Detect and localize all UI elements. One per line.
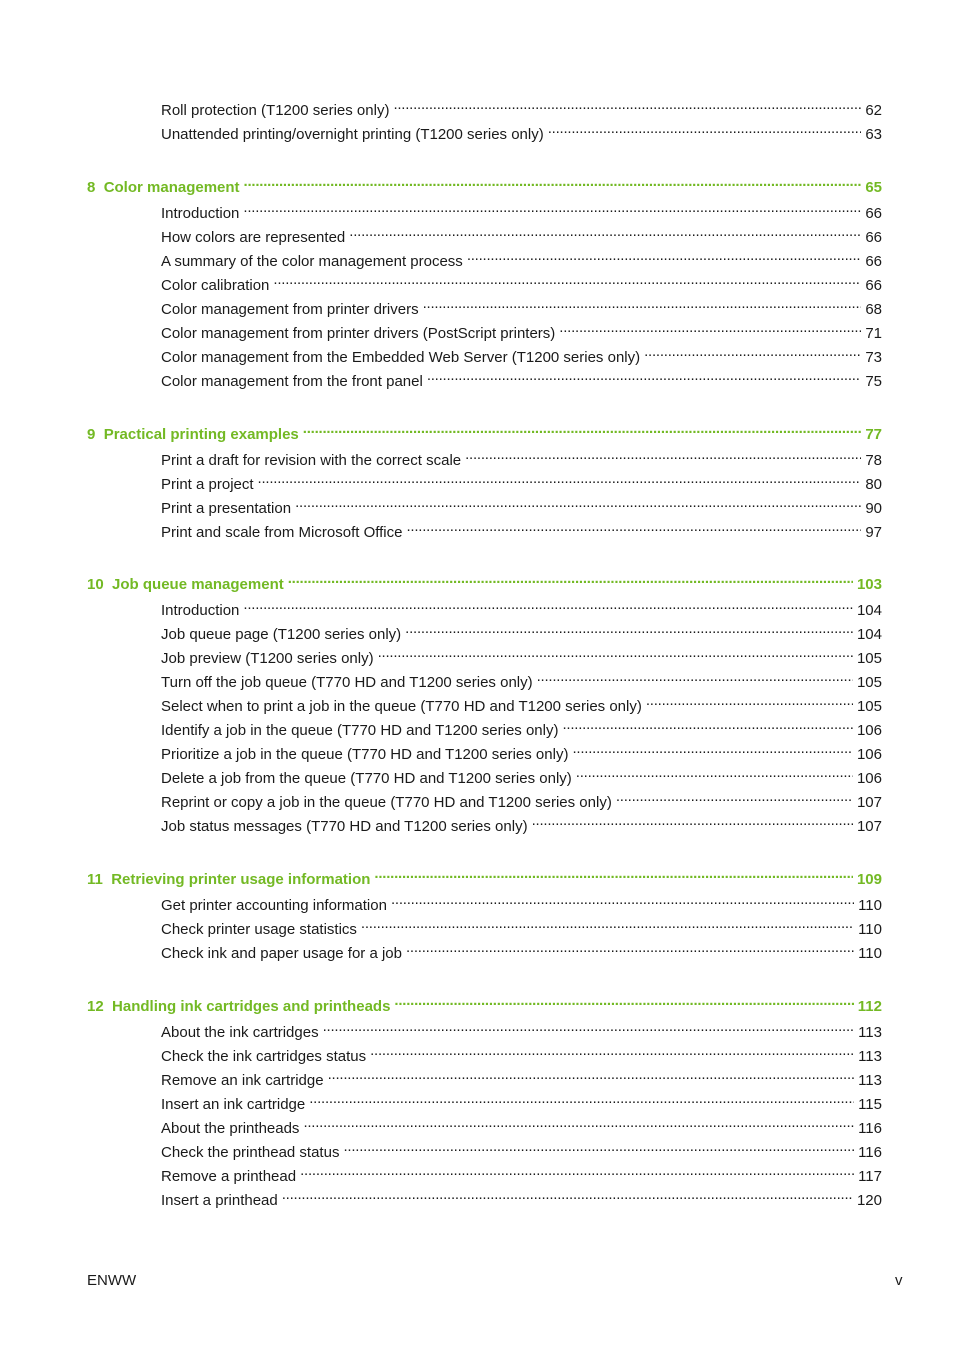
entry-title: Print a draft for revision with the correct scale [161, 452, 462, 469]
page-number: 65 [865, 179, 882, 196]
dot-leader [370, 1041, 854, 1061]
toc-entry[interactable] [161, 95, 882, 119]
toc-entry[interactable] [161, 890, 882, 914]
dot-leader [243, 595, 853, 615]
toc-entry[interactable] [161, 1113, 882, 1137]
page-number: 110 [858, 945, 882, 962]
toc-entry[interactable] [161, 691, 882, 715]
page-number: 63 [865, 126, 882, 143]
toc-entry[interactable] [161, 811, 882, 835]
chapter-title [87, 425, 299, 445]
toc-entry[interactable] [161, 366, 882, 390]
entry-title: Turn off the job queue (T770 HD and T1200 series only) [161, 674, 533, 691]
page-number: 71 [865, 325, 882, 342]
entry-title: About the printheads [161, 1120, 300, 1137]
dot-leader [576, 763, 853, 783]
dot-leader [258, 469, 862, 489]
page-number: 80 [865, 476, 882, 493]
dot-leader [532, 811, 853, 831]
dot-leader [273, 270, 861, 290]
dot-leader [644, 342, 861, 362]
entry-title: Color management from printer drivers [161, 301, 419, 318]
page-number: 113 [858, 1048, 882, 1065]
page-number: 104 [856, 626, 882, 643]
dot-leader [282, 1185, 853, 1205]
page-number: 75 [865, 373, 882, 390]
page-number: 90 [865, 500, 882, 517]
toc-entry[interactable] [161, 1185, 882, 1209]
dot-leader [537, 667, 853, 687]
page-number: 107 [856, 794, 882, 811]
entry-title: Print a project [161, 476, 254, 493]
entry-title: How colors are represented [161, 229, 346, 246]
toc-entry[interactable] [161, 445, 882, 469]
page-number: 103 [856, 576, 882, 593]
toc-entry[interactable] [161, 1041, 882, 1065]
entry-title: A summary of the color management process [161, 253, 463, 270]
page-number: 66 [865, 205, 882, 222]
page-number: 104 [856, 602, 882, 619]
dot-leader [361, 914, 854, 934]
dot-leader [295, 493, 861, 513]
page-number: 62 [865, 102, 882, 119]
entry-title: Color management from the Embedded Web Server (T1200 series only) [161, 349, 641, 366]
entry-title: Job status messages (T770 HD and T1200 series only) [161, 818, 528, 835]
entry-title: Identify a job in the queue (T770 HD and T1200 series only) [161, 722, 559, 739]
dot-leader [378, 643, 853, 663]
toc-chapter-entry[interactable] [87, 419, 882, 443]
dot-leader [616, 787, 853, 807]
chapter-name: Handling ink cartridges and printheads [112, 998, 391, 1015]
page-number: 105 [856, 674, 882, 691]
chapter-number: 8 [87, 179, 96, 196]
dot-leader [406, 517, 861, 537]
chapter-name: Practical printing examples [103, 426, 299, 443]
entry-title: Check ink and paper usage for a job [161, 945, 402, 962]
toc-entry[interactable] [161, 342, 882, 366]
entry-title: Insert an ink cartridge [161, 1096, 306, 1113]
entry-title: Check the printhead status [161, 1144, 340, 1161]
entry-title: Select when to print a job in the queue (T770 HD and T1200 series only) [161, 698, 642, 715]
entry-title: Check the ink cartridges status [161, 1048, 367, 1065]
entry-title: About the ink cartridges [161, 1024, 319, 1041]
entry-title: Introduction [161, 602, 240, 619]
toc-entry[interactable] [161, 1065, 882, 1089]
page-number: 66 [865, 253, 882, 270]
toc-entry[interactable] [161, 198, 882, 222]
page-number: 110 [858, 921, 882, 938]
toc-entry[interactable] [161, 715, 882, 739]
page-number: 66 [865, 277, 882, 294]
toc-chapter-entry[interactable] [87, 172, 882, 196]
entry-title: Color management from the front panel [161, 373, 423, 390]
dot-leader [467, 246, 862, 266]
entry-title: Prioritize a job in the queue (T770 HD and T1200 series only) [161, 746, 569, 763]
page-number: 107 [856, 818, 882, 835]
toc-entry[interactable] [161, 493, 882, 517]
toc-entry[interactable] [161, 787, 882, 811]
dot-leader [391, 890, 854, 910]
chapter-number: 9 [87, 426, 96, 443]
entry-title: Color calibration [161, 277, 270, 294]
toc-entry[interactable] [161, 1161, 882, 1185]
chapter-number: 12 [87, 998, 104, 1015]
page-number: 106 [856, 746, 882, 763]
dot-leader [374, 864, 853, 884]
toc-entry[interactable] [161, 938, 882, 962]
chapter-name: Retrieving printer usage information [111, 871, 371, 888]
dot-leader [406, 938, 854, 958]
entry-title: Roll protection (T1200 series only) [161, 102, 390, 119]
dot-leader [243, 198, 861, 218]
chapter-number: 11 [87, 871, 103, 888]
chapter-title [87, 997, 390, 1017]
entry-title: Remove a printhead [161, 1168, 297, 1185]
dot-leader [309, 1089, 854, 1109]
entry-title: Job queue page (T1200 series only) [161, 626, 402, 643]
dot-leader [244, 172, 862, 192]
page-number: 105 [856, 698, 882, 715]
toc-entry[interactable] [161, 1017, 882, 1041]
page-number: 110 [858, 897, 882, 914]
page-number: v [895, 1272, 903, 1289]
entry-title: Job preview (T1200 series only) [161, 650, 374, 667]
dot-leader [349, 222, 861, 242]
dot-leader [303, 419, 862, 439]
page-number: 115 [858, 1096, 882, 1113]
page-number: 97 [865, 524, 882, 541]
page-number: 73 [865, 349, 882, 366]
page-number: 68 [865, 301, 882, 318]
page-number: 106 [856, 722, 882, 739]
dot-leader [465, 445, 861, 465]
toc-chapter-entry[interactable] [87, 569, 882, 593]
dot-leader [394, 991, 853, 1011]
entry-title: Check printer usage statistics [161, 921, 357, 938]
page-number: 112 [857, 998, 882, 1015]
page-number: 106 [856, 770, 882, 787]
toc-entry[interactable] [161, 246, 882, 270]
page-number: 77 [865, 426, 882, 443]
entry-title: Unattended printing/overnight printing (T1200 series only) [161, 126, 544, 143]
chapter-name: Job queue management [112, 576, 284, 593]
entry-title: Insert a printhead [161, 1192, 278, 1209]
page-number: 116 [858, 1144, 882, 1161]
toc-entry[interactable] [161, 914, 882, 938]
toc-chapter-entry[interactable] [87, 991, 882, 1015]
toc-entry[interactable] [161, 222, 882, 246]
toc-entry[interactable] [161, 318, 882, 342]
dot-leader [300, 1161, 854, 1181]
dot-leader [646, 691, 853, 711]
toc-entry[interactable] [161, 643, 882, 667]
toc-entry[interactable] [161, 469, 882, 493]
page-number: 109 [856, 871, 882, 888]
dot-leader [288, 569, 853, 589]
page-number: 120 [856, 1192, 882, 1209]
entry-title: Introduction [161, 205, 240, 222]
toc-entry[interactable] [161, 517, 882, 541]
chapter-title [87, 178, 240, 198]
toc-chapter-entry[interactable] [87, 864, 882, 888]
dot-leader [405, 619, 853, 639]
entry-title: Print and scale from Microsoft Office [161, 524, 403, 541]
dot-leader [562, 715, 853, 735]
dot-leader [548, 119, 862, 139]
entry-title: Color management from printer drivers (PostScript printers) [161, 325, 556, 342]
page-number: 66 [865, 229, 882, 246]
entry-title: Delete a job from the queue (T770 HD and T1200 series only) [161, 770, 572, 787]
toc-entry[interactable] [161, 270, 882, 294]
dot-leader [343, 1137, 854, 1157]
page-number: 113 [858, 1024, 882, 1041]
page-number: 105 [856, 650, 882, 667]
entry-title: Print a presentation [161, 500, 292, 517]
footer-label: ENWW [87, 1272, 137, 1289]
page-number: 78 [865, 452, 882, 469]
toc-entry[interactable] [161, 667, 882, 691]
page-number: 113 [858, 1072, 882, 1089]
chapter-number: 10 [87, 576, 104, 593]
chapter-title [87, 575, 284, 595]
dot-leader [323, 1017, 854, 1037]
entry-title: Remove an ink cartridge [161, 1072, 324, 1089]
entry-title: Reprint or copy a job in the queue (T770 HD and T1200 series only) [161, 794, 612, 811]
dot-leader [559, 318, 861, 338]
toc-entry[interactable] [161, 595, 882, 619]
chapter-name: Color management [103, 179, 240, 196]
page-number: 117 [858, 1168, 882, 1185]
chapter-title [87, 870, 370, 890]
page-number: 116 [858, 1120, 882, 1137]
entry-title: Get printer accounting information [161, 897, 387, 914]
toc-entry[interactable] [161, 1089, 882, 1113]
dot-leader [427, 366, 862, 386]
dot-leader [328, 1065, 855, 1085]
toc-entry[interactable] [161, 763, 882, 787]
toc-entry[interactable] [161, 619, 882, 643]
dot-leader [393, 95, 861, 115]
dot-leader [572, 739, 853, 759]
toc-entry[interactable] [161, 1137, 882, 1161]
toc-entry[interactable] [161, 119, 882, 143]
toc-entry[interactable] [161, 739, 882, 763]
toc-entry[interactable] [161, 294, 882, 318]
dot-leader [423, 294, 862, 314]
dot-leader [303, 1113, 854, 1133]
